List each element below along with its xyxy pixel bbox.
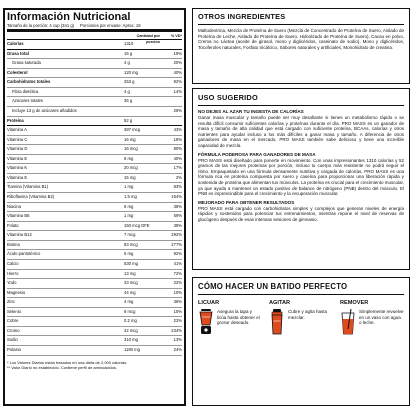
nutrient-daily-value: 17% [173,165,182,171]
nutrient-daily-value: 277% [171,241,182,247]
step-title: LICUAR [198,300,220,306]
nutrient-name: Sodio [7,337,18,343]
shaker-icon [269,309,285,335]
nutrient-amount: 44 mg [124,289,136,295]
nutrient-daily-value: 14% [173,88,182,94]
nutrition-row [7,69,182,79]
nutrition-row [7,40,182,50]
nutrition-row [7,260,182,270]
nutrient-daily-value: 10% [173,289,182,295]
nutrition-row [7,212,182,222]
usage-subheading: FÓRMULA PODEROSA PARA GANADORES DE MASA [198,151,316,157]
step-text: Simplemente revuelve en un vaso con agua o leche. [359,309,404,326]
nutrient-name: Cromo [7,327,20,333]
nutrient-name: Incluye 13 g de azúcares añadidos [12,107,77,113]
nutrient-amount [122,107,160,116]
nutrient-name: Ácido pantoténico [7,251,41,257]
nutrient-amount: 20 mcg [124,165,138,171]
nutrition-row [7,164,182,174]
nutrient-name: Azúcares totales [12,98,43,104]
nutrition-title: Información Nutricional [7,11,131,23]
nutrition-row [7,241,182,251]
nutrition-row [7,183,182,193]
nutrient-daily-value: 20% [173,60,182,66]
nutrient-daily-value: 19% [173,50,182,56]
nutrient-daily-value: 234% [171,327,182,333]
nutrient-amount: 15 g [124,50,133,56]
nutrient-daily-value: 36% [173,299,182,305]
ingredients-text: Maltodextrina, Mezcla de Proteína de Suero (Mezcla de Concentrado de Proteína de Suero, Aislado de Proteína de Leche, Aislado de Proteína de Suero, Hidrolizado de Proteína de Suero), Cacao en polvo, Crema no Láctea (aceite de girasol, mono y diglicéridos, caseinato de sodio), Mono y diglicéridos, Tocoferoles naturales, Fosfato tricálcico, Sabores naturales y artificiales, Monohidrato de creatina. [198,28,404,50]
nutrition-row [7,270,182,280]
nutrient-daily-value: 83% [173,184,182,190]
ingredients-panel [192,8,410,84]
nutrient-daily-value [160,117,182,126]
nutrient-amount: 83 mcg [124,241,138,247]
nutrient-daily-value: 24% [173,347,182,352]
usage-subheading: NO DEJES AL AZAR TU INGESTA DE CALORÍAS [198,109,304,114]
blender-icon [198,309,214,335]
nutrient-daily-value: 72% [173,270,182,276]
nutrient-amount: 1180 mg [124,347,140,352]
howto-steps [198,300,404,335]
nutrient-name: Grasa saturada [12,60,41,66]
nutrition-row [7,250,182,260]
nutrient-name: Vitamina B6 [7,213,30,219]
nutrition-footnotes [7,360,182,371]
nutrient-name: Colesterol [7,69,28,75]
nutrient-amount: 120 mg [124,69,138,75]
nutrient-amount: 1 mg [124,184,134,190]
serving-info [7,23,182,28]
nutrient-daily-value: 41% [173,260,182,266]
nutrition-row [7,59,182,69]
nutrient-amount: 530 mg [124,260,138,266]
nutrient-amount: 0.2 mg [124,318,137,324]
nutrient-daily-value: 59% [173,213,182,219]
nutrition-row [7,231,182,241]
glass-icon [340,309,356,335]
nutrient-daily-value: 38% [173,203,182,209]
nutrition-row [7,308,182,318]
nutrition-row [7,88,182,98]
step-shake [269,300,333,335]
nutrient-amount: 4 g [124,60,130,66]
nutrient-amount: 150 mcg DFE [124,222,150,228]
howto-panel [192,277,410,406]
nutrient-name: Selenio [7,308,21,314]
howto-heading: CÓMO HACER UN BATIDO PERFECTO [198,282,348,291]
nutrient-name: Magnesio [7,289,26,295]
step-stir [340,300,404,335]
nutrition-row [7,279,182,289]
nutrient-daily-value: 18% [173,136,182,142]
nutrient-name: Yodo [7,280,17,286]
nutrition-row [7,97,182,107]
dv-column-header: % VD* [170,34,182,38]
nutrition-row [7,145,182,155]
nutrient-amount: 52 g [124,117,133,123]
nutrition-row [7,193,182,203]
usage-paragraph: Ganar masa muscular y tamaño puede ser muy desafiante si tienes un metabolismo rápido o se resulta difícil consumir suficientes calorías y proteínas durante el día. PRO MASS es un ganador de masa y tamaño de alta calidad que está cargado con suficiente proteína, BCAAs, calorías y otros nutrientes para ayudar incluso a los más difíciles a ganar masa y tamaño. A diferencia de otros ganadores de masa en el mercado, PRO MASS también sabe delicioso y tiene una increíble capacidad de mezcla. [198,115,404,148]
nutrient-amount: 5 mg [124,251,134,257]
amount-column-header: Cantidad por porción [136,34,160,44]
thick-divider [7,29,182,32]
nutrition-row [7,222,182,232]
nutrient-daily-value: 22% [173,318,182,324]
nutrition-row [7,346,182,356]
nutrient-name: Vitamina D [7,146,28,152]
nutrient-name: Vitamina A [7,127,27,133]
nutrient-name: Proteína [7,117,24,123]
nutrient-name: Niacina [7,203,21,209]
serving-size: Tamaño de la porción: 4 cup (341 g) [7,23,75,28]
step-title: AGITAR [269,300,291,306]
nutrient-amount: 1.5 mg [124,194,137,199]
nutrition-row [7,317,182,327]
nutrient-amount: 16 mg [124,136,136,142]
nutrient-daily-value: 92% [173,251,182,257]
nutrient-amount: 42 mcg [124,327,138,333]
nutrient-amount: 13 mg [124,270,136,276]
divider [198,105,404,106]
nutrient-amount: 7 mcg [124,232,136,238]
servings-per-container: Porciones por envase: Aprox. 16 [80,23,141,28]
nutrition-row [7,117,182,127]
nutrition-row [7,174,182,184]
nutrient-amount: 1 mg [124,213,134,219]
nutrient-daily-value [160,97,182,106]
nutrient-name: Carbohidratos totales [7,79,51,85]
nutrition-row [7,107,182,117]
step-title: REMOVER [340,300,369,306]
nutrient-daily-value: 292% [171,232,182,238]
divider [198,24,404,25]
nutrition-row [7,50,182,60]
usage-subheading: MEJORADO PARA OBTENER RESULTADOS [198,199,295,205]
usage-paragraph: PRO MASS está diseñado para ponerte en movimiento. Con unas impresionantes 1310 calorías y 52 gramos de las mejores proteínas por porción, incluso tu cuerpo más resistente no podrá seguir el ritmo. Empaquetado en una fórmula densamente nutritiva y cargada de calorías, PRO MASS es una fórmula rica en proteína compuesta por suero y caseína para proporcionar una liberación rápida y sostenida de proteína que alimentan tus músculos. La proteína es crucial para el crecimiento muscular, ya que ayuda a mantener un estado positivo de balance de nitrógeno (PNB) dentro del músculo. El PNB es imprescindible para el crecimiento y la recuperación muscular. [198,157,404,197]
nutrition-rows [7,40,182,356]
nutrient-daily-value: 2% [175,174,182,180]
step-text: Asegura la tapa y licúa hasta obtener el grosor deseado. [217,309,260,326]
nutrient-daily-value [160,40,182,49]
nutrient-name: Fibra dietética [12,88,39,94]
nutrient-name: Vitamina E [7,174,28,180]
nutrient-daily-value: 38% [173,222,182,228]
nutrient-daily-value: 13% [173,337,182,343]
nutrient-amount: 387 mcg [124,127,141,133]
nutrient-daily-value: 43% [173,127,182,133]
nutrient-amount: 4 mg [124,299,134,305]
nutrition-row [7,298,182,308]
step-blend [198,300,262,335]
nutrient-name: Calcio [7,260,19,266]
nutrient-name: Vitamina E [7,155,28,161]
nutrient-amount: 36 g [124,98,133,104]
divider [198,294,404,295]
nutrient-daily-value: 80% [173,146,182,152]
nutrient-daily-value: 154% [171,194,182,199]
nutrient-amount: 8 mcg [124,308,136,314]
nutrition-row [7,336,182,346]
nutrient-daily-value: 40% [173,69,182,75]
nutrition-row [7,136,182,146]
nutrient-name: Hierro [7,270,19,276]
nutrient-name: Calorías [7,41,24,46]
nutrition-row [7,155,182,165]
nutrient-amount: 310 mg [124,337,138,343]
usage-heading: USO SUGERIDO [198,93,258,102]
step-text: Cubre y agita hasta mezclar. [288,309,328,320]
nutrient-name: Vitamina K [7,165,28,171]
nutrient-amount: 33 mcg [124,280,138,286]
nutrient-name: Tiamina (Vitamina B1) [7,184,49,190]
nutrient-name: Vitamina B12 [7,232,32,238]
nutrient-name: Grasa total [7,50,29,56]
nutrient-name: Cobre [7,318,19,324]
nutrient-amount: 1310 [124,41,134,46]
nutrient-amount: 15 mg [124,174,136,180]
nutrient-name: Biotina [7,241,20,247]
footnote: ** Valor Diario no establecido. Contiene perfil de aminoácidos. [7,365,117,371]
usage-paragraph: PRO MASS está cargado con carbohidratos simples y complejos que generan niveles de energía rápidos y sostenidos para potenciar tus entrenamientos, mientras repone el nivel de reservas de glucógeno después de esas intensas sesiones de gimnasio. [198,205,404,222]
nutrition-row [7,78,182,88]
nutrition-row [7,327,182,337]
footnote: * Los Valores Diarios están basados en una dieta de 2,000 calorías. [7,359,128,365]
nutrient-daily-value: 26% [173,107,182,113]
nutrient-name: Riboflavina (Vitamina B2) [7,194,55,199]
nutrient-amount: 253 g [124,79,135,85]
ingredients-heading: OTROS INGREDIENTES [198,12,286,21]
nutrient-name: Zinc [7,299,15,305]
nutrient-amount: 4 g [124,88,130,94]
nutrition-row [7,289,182,299]
nutrient-name: Potasio [7,347,21,352]
nutrition-row [7,126,182,136]
nutrient-name: Folato [7,222,19,228]
nutrient-daily-value: 92% [173,79,182,85]
nutrient-daily-value: 22% [173,280,182,286]
nutrient-amount: 6 mg [124,203,134,209]
usage-panel [192,88,410,270]
nutrient-daily-value: 15% [173,308,182,314]
nutrient-amount: 6 mg [124,155,134,161]
nutrient-name: Vitamina C [7,136,28,142]
nutrient-amount: 16 mcg [124,146,138,152]
nutrition-facts-panel [3,8,186,406]
nutrient-daily-value: 40% [173,155,182,161]
nutrition-row [7,203,182,213]
